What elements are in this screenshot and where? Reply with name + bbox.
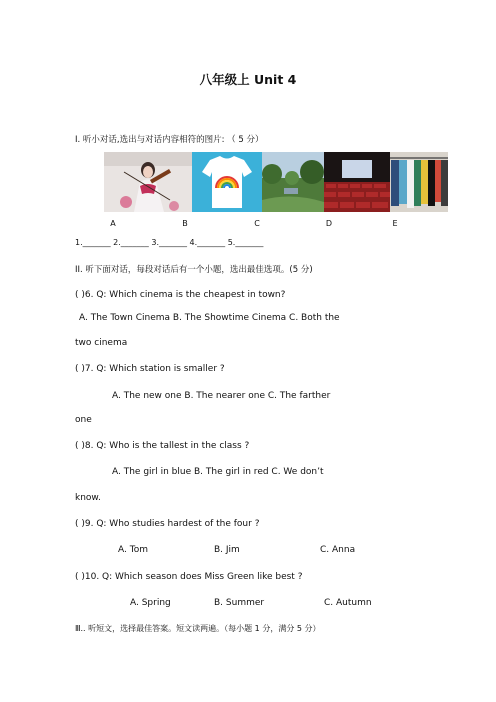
q9-option-c: C. Anna: [320, 545, 356, 555]
q7-options-continued: one: [75, 415, 92, 425]
image-label-b: B: [182, 219, 188, 228]
q7-stem: ( )7. Q: Which station is smaller ?: [75, 364, 225, 374]
image-label-d: D: [325, 219, 333, 228]
image-label-a: A: [110, 219, 116, 228]
girl-with-violin-photo: [104, 152, 192, 212]
image-label-e: E: [392, 219, 398, 228]
q8-options: A. The girl in blue B. The girl in red C. We don’t: [112, 467, 324, 477]
q9-option-a: A. Tom: [118, 545, 148, 555]
q8-options-continued: know.: [75, 493, 101, 503]
section1-heading: I. 听小对话,选出与对话内容相符的图片: （ 5 分）: [75, 135, 264, 145]
q10-stem: ( )10. Q: Which season does Miss Green like best ?: [75, 572, 303, 582]
rainbow-tshirt-photo: [192, 152, 262, 212]
q10-option-b: B. Summer: [214, 598, 265, 608]
park-garden-photo: [262, 152, 324, 212]
section3-heading: Ⅲ.. 听短文，选择最佳答案。短文读两遍。（每小题 1 分，满分 5 分）: [75, 624, 321, 633]
q7-options: A. The new one B. The nearer one C. The farther: [112, 391, 331, 401]
page-title: 八年级上 Unit 4: [199, 72, 297, 87]
q6-stem: ( )6. Q: Which cinema is the cheapest in town?: [75, 290, 286, 300]
section2-heading: II. 听下面对话，每段对话后有一个小题，选出最佳选项。(5 分): [75, 265, 313, 275]
q10-option-c: C. Autumn: [324, 598, 372, 608]
q8-stem: ( )8. Q: Who is the tallest in the class ?: [75, 441, 250, 451]
q10-option-a: A. Spring: [130, 598, 171, 608]
cinema-hall-photo: [324, 152, 390, 212]
q9-stem: ( )9. Q: Who studies hardest of the four ?: [75, 519, 260, 529]
q6-options-continued: two cinema: [75, 338, 128, 348]
image-label-c: C: [254, 219, 260, 228]
clothes-rack-photo: [390, 152, 448, 212]
q6-options: A. The Town Cinema B. The Showtime Cinema C. Both the: [79, 313, 340, 323]
q9-option-b: B. Jim: [214, 545, 240, 555]
answer-blanks: 1._______ 2._______ 3._______ 4._______ 5._______: [75, 238, 264, 247]
